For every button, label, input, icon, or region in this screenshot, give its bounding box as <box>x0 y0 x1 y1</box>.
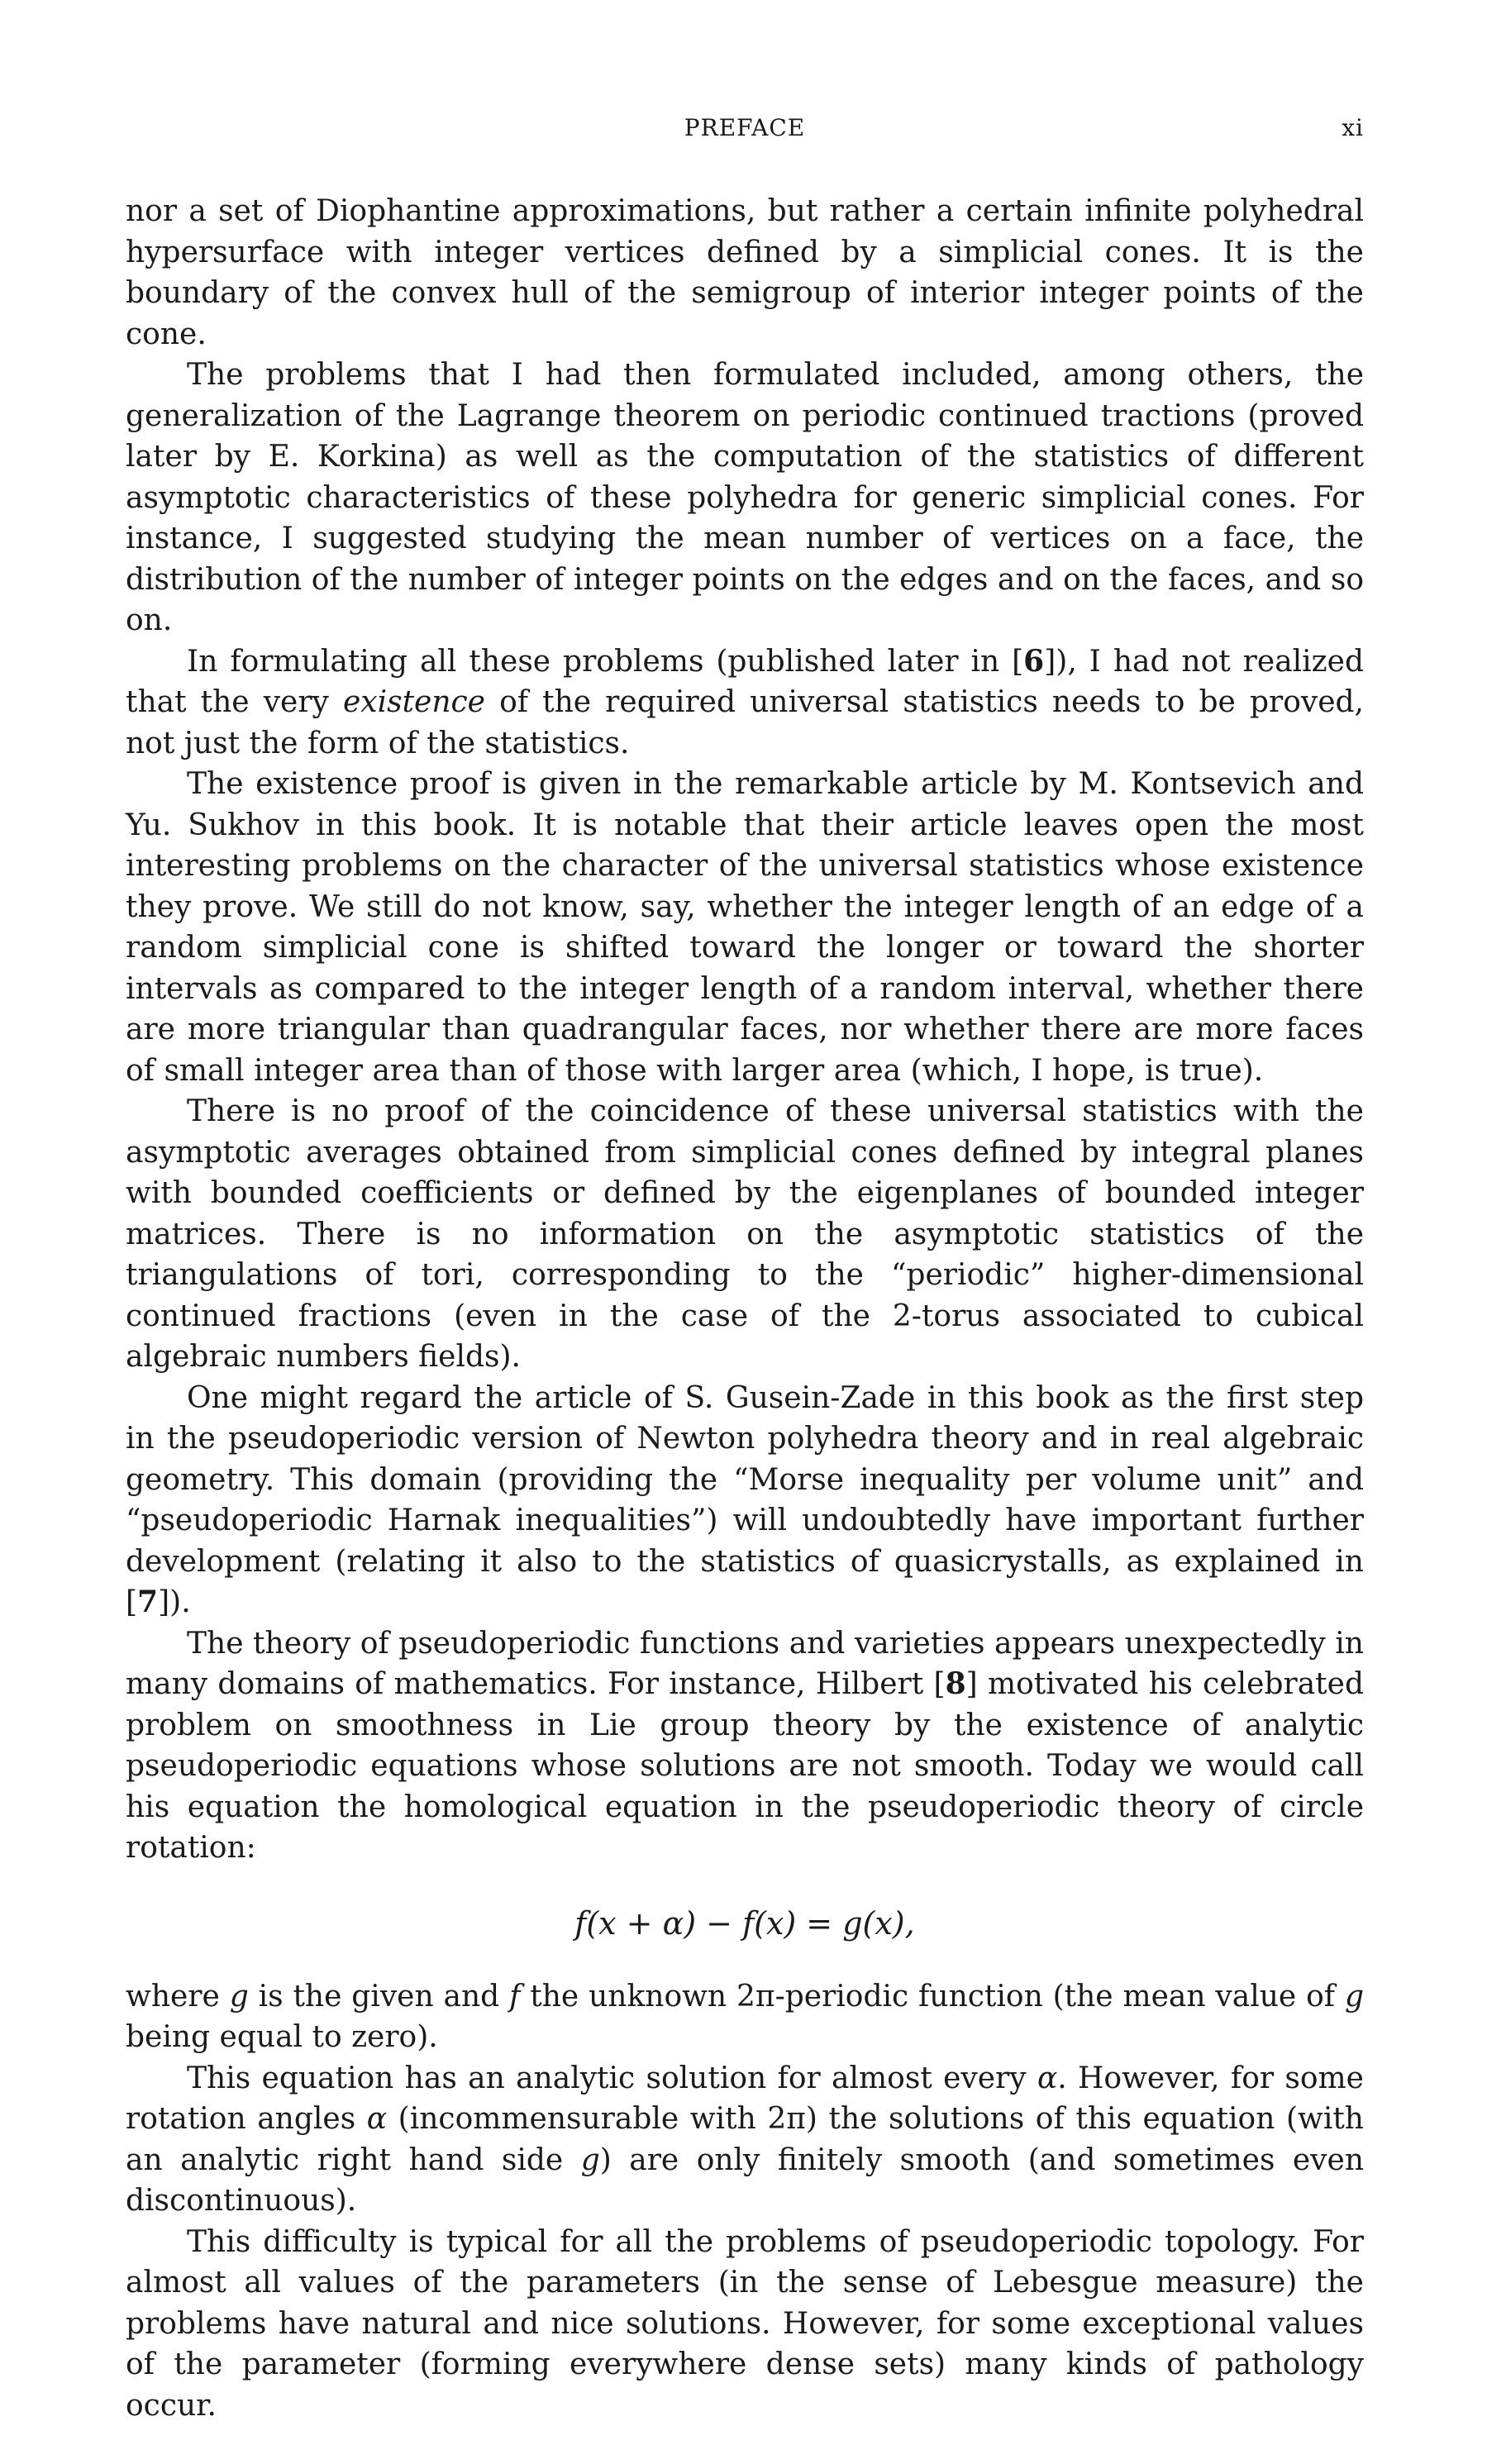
paragraph-8-text-d: -periodic function (the mean value of <box>774 1979 1345 2014</box>
citation-6: 6 <box>1023 643 1045 679</box>
paragraph-9-text-a: This equation has an analytic solution for almost every <box>187 2061 1037 2095</box>
paragraph-3-text-b: ]), I had not realized that the very <box>126 644 1365 719</box>
paragraph-10: This difficulty is typical for all the problems of pseudoperiodic topology. For almost all values of the parameters (in the sense of Lebesgue measure) the problems have natural and nice solutions. However, for some exceptional values of the parameter (forming everywhere dense sets) many kinds of pathology occur. <box>126 2224 1364 2423</box>
paragraph-9 <box>126 2058 1364 2222</box>
paragraph-6-text-a: One might regard the article of S. Gusein-Zade in this book as the first step in the pseudoperiodic version of Newton polyhedra theory and in real algebraic geometry. This domain (providing the “Morse inequality per volume unit” and “pseudoperiodic Harnak inequalities”) will undoubtedly have important further development (relating it also to the statistics of quasicrystalls, as explained in [ <box>126 1380 1364 1619</box>
paragraph-9-text-e: ) are only finitely smooth (and sometimes even discontinuous). <box>126 2142 1365 2218</box>
paragraph-7-text-a: The theory of pseudoperiodic functions and varieties appears unexpectedly in many domains of mathematics. For instance, Hilbert [ <box>126 1626 1364 1701</box>
page <box>126 114 1364 2426</box>
running-head-title: PREFACE <box>684 114 806 141</box>
paragraph-3-text-c: of the required universal statistics needs to be proved, not just the form of the statistics. <box>126 685 1364 760</box>
paragraph-8-text-e: being equal to zero). <box>126 2020 438 2054</box>
emphasis-existence: existence <box>342 685 485 719</box>
paragraph-3 <box>126 641 1364 765</box>
paragraph-5: There is no proof of the coincidence of these universal statistics with the asymptotic averages obtained from simplicial cones defined by integral planes with bounded coefficients or defined by the eigenplanes of bounded integer matrices. There is no information on the asymptotic statistics of the triangulations of tori, corresponding to the “periodic” higher-dimensional continued fractions (even in the case of the 2-torus associated to cubical algebraic numbers fields). <box>126 1094 1364 1374</box>
paragraph-6 <box>126 1378 1364 1623</box>
math-f: f <box>509 1979 521 2014</box>
citation-7: 7 <box>137 1585 159 1619</box>
paragraph-6-text-b: ]). <box>158 1585 191 1619</box>
paragraph-8 <box>126 1976 1364 2058</box>
paragraph-4: The existence proof is given in the remarkable article by M. Kontsevich and Yu. Sukhov in this book. It is notable that their article leaves open the most interesting problems on the character of the universal statistics whose existence they prove. We still do not know, say, whether the integer length of an edge of a random simplicial cone is shifted toward the longer or toward the shorter intervals as compared to the integer length of a random interval, whether there are more triangular than quadrangular faces, nor whether there are more faces of small integer area than of those with larger area (which, I hope, is true). <box>126 767 1364 1088</box>
math-alpha: α <box>366 2102 388 2136</box>
math-g: g <box>229 1979 249 2014</box>
paragraph-8-text-a: where <box>126 1979 230 2014</box>
paragraph-9-text-d: ) the solutions of this equation (with an analytic right hand side <box>126 2102 1364 2177</box>
citation-8: 8 <box>945 1666 966 1701</box>
page-number: xi <box>1342 114 1364 141</box>
paragraph-8-text-c: the unknown <box>520 1979 736 2014</box>
paragraph-7 <box>126 1623 1364 1869</box>
paragraph-2: The problems that I had then formulated included, among others, the generalization of the Lagrange theorem on periodic continued tractions (proved later by E. Korkina) as well as the computation of the statistics of different asymptotic characteristics of these polyhedra for generic simplicial cones. For instance, I suggested studying the mean number of vertices on a face, the distribution of the number of integer points on the edges and on the faces, and so on. <box>126 358 1364 637</box>
paragraph-3-text-a: In formulating all these problems (published later in [ <box>187 644 1024 679</box>
paragraph-8-text-b: is the given and <box>248 1979 510 2014</box>
paragraph-9-text-b: . However, for some rotation angles <box>126 2061 1364 2136</box>
body-text <box>126 191 1364 2426</box>
math-g: g <box>580 2142 600 2177</box>
paragraph-9-text-c: (incommensurable with <box>387 2102 768 2136</box>
math-two-pi: 2π <box>736 1979 775 2014</box>
running-head <box>126 114 1364 150</box>
homological-equation: f(x + α) − f(x) = g(x), <box>574 1904 915 1942</box>
paragraph-1: nor a set of Diophantine approximations, but rather a certain infinite polyhedral hypersurface with integer vertices defined by a simplicial cones. It is the boundary of the convex hull of the semigroup of interior integer points of the cone. <box>126 194 1364 351</box>
math-two-pi: 2π <box>767 2102 806 2136</box>
math-alpha: α <box>1037 2061 1058 2095</box>
paragraph-7-text-b: ] motivated his celebrated problem on smoothness in Lie group theory by the existence of analytic pseudoperiodic equations whose solutions are not smooth. Today we would call his equation the homological equation in the pseudoperiodic theory of circle rotation: <box>126 1667 1364 1865</box>
math-g: g <box>1344 1979 1364 2014</box>
